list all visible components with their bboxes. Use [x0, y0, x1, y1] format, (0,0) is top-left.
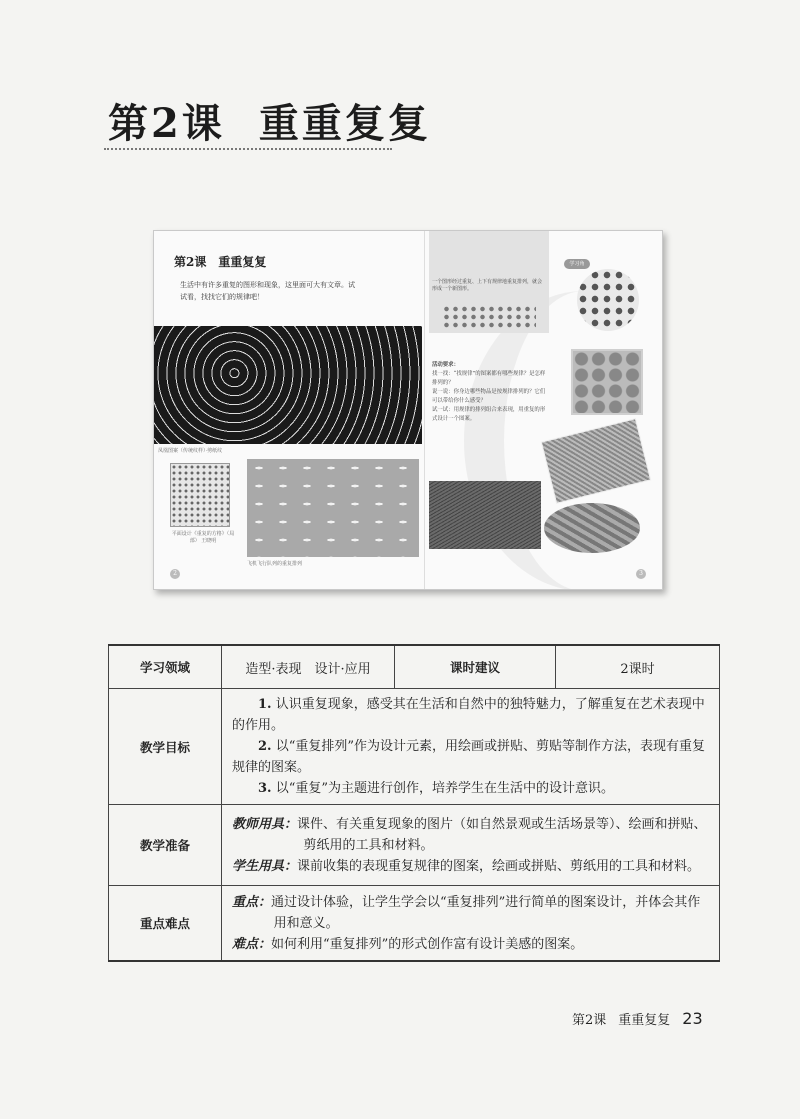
- goal-number: 3.: [258, 781, 272, 796]
- class-hours-value: 2课时: [556, 645, 720, 689]
- spread-intro-text: 生活中有许多重复的图形和现象，这里面可大有文章。试试看，找找它们的规律吧！: [180, 281, 355, 301]
- paperclips-image: [429, 481, 541, 549]
- checkers-image: [571, 349, 643, 415]
- teacher-tools-tag: 教师用具：: [232, 816, 298, 832]
- tulip-pattern-image: [577, 269, 639, 331]
- teaching-goals-content: [222, 689, 720, 805]
- table-row: [109, 689, 720, 805]
- page-footer: [572, 1009, 703, 1028]
- spread-page-left: 2: [170, 569, 180, 579]
- key-points-content: [222, 886, 720, 962]
- page-number: 23: [682, 1009, 703, 1028]
- label-learning-area: 学习领域: [109, 645, 222, 689]
- focus-text: 通过设计体验，让学生学会以“重复排列”进行简单的图案设计，并体会其作用和意义。: [271, 894, 701, 931]
- pattern-caption: 凤凰图案（传统纹样）·剪纸纹: [158, 448, 223, 454]
- spread-page-right: 3: [636, 569, 646, 579]
- oval-mosaic-image: [544, 503, 640, 553]
- label-teaching-goals: 教学目标: [109, 689, 222, 805]
- difficulty-tag: 难点：: [232, 936, 272, 952]
- spread-title-number: 第2课: [174, 255, 207, 269]
- lesson-number: 第2课: [108, 100, 225, 147]
- footer-lesson-name: 重重复复: [618, 1013, 671, 1028]
- table-row: [109, 645, 720, 689]
- table-row: [109, 886, 720, 962]
- activity-requirements: [432, 361, 550, 424]
- goal-number: 1.: [258, 697, 272, 712]
- difficulty-point: [232, 934, 709, 955]
- goal-item: [232, 694, 709, 736]
- label-class-hours: 课时建议: [395, 645, 556, 689]
- spread-gutter: [424, 231, 425, 589]
- spread-title: [174, 253, 266, 270]
- goal-text: 以“重复排列”作为设计元素，用绘画或拼贴、剪贴等制作方法，表现有重复规律的图案。: [232, 739, 706, 775]
- student-tools-text: 课前收集的表现重复规律的图案，绘画或拼贴、剪纸用的工具和材料。: [297, 858, 701, 874]
- grid-caption: 平面设计《重复的方格》（局部） 王晓明: [171, 531, 235, 544]
- teacher-tools-text: 课件、有关重复现象的图片（如自然景观或生活场景等）、绘画和拼贴、剪纸用的工具和材料。: [297, 816, 707, 853]
- focus-point: [232, 892, 709, 934]
- activity-line: 说一说：你身边哪些物品是按规律排列的？它们可以带给你什么感受？: [432, 389, 546, 404]
- student-tools: [232, 856, 709, 877]
- title-underline: [104, 148, 392, 150]
- phoenix-pattern-image: [154, 326, 422, 444]
- student-tools-tag: 学生用具：: [232, 858, 298, 874]
- table-row: [109, 805, 720, 886]
- lesson-name: 重重复复: [258, 100, 431, 147]
- page-title: [108, 92, 431, 149]
- activity-head: 活动要求：: [432, 362, 459, 368]
- study-corner-badge: 学习角: [564, 259, 590, 269]
- goal-text: 以“重复”为主题进行创作，培养学生在生活中的设计意识。: [275, 781, 615, 796]
- butterfly-pattern-image: [442, 305, 536, 329]
- planes-caption: 飞机飞行队列的重复排列: [247, 561, 303, 567]
- goal-item: [232, 778, 709, 799]
- footer-lesson-number: 第2课: [572, 1013, 607, 1028]
- focus-tag: 重点：: [232, 894, 272, 910]
- grid-artwork-image: [170, 463, 230, 527]
- activity-line: 试一试：用规律的排列组合来表现，用重复的形式设计一个图案。: [432, 407, 546, 422]
- learning-area-value: 造型·表现 设计·应用: [222, 645, 395, 689]
- spread-title-name: 重重复复: [218, 255, 267, 269]
- teacher-tools: [232, 814, 709, 856]
- goal-item: [232, 736, 709, 778]
- difficulty-text: 如何利用“重复排列”的形式创作富有设计美感的图案。: [271, 936, 584, 952]
- label-teaching-prep: 教学准备: [109, 805, 222, 886]
- goal-text: 认识重复现象，感受其在生活和自然中的独特魅力，了解重复在艺术表现中的作用。: [232, 697, 705, 733]
- goal-number: 2.: [258, 739, 272, 754]
- lesson-plan-table: [108, 644, 720, 962]
- teaching-prep-content: [222, 805, 720, 886]
- activity-line: 找一找：“找规律”的图案都有哪些规律？是怎样排列的？: [432, 371, 546, 386]
- label-key-points: 重点难点: [109, 886, 222, 962]
- butterfly-panel-text: 一个图形经过重复、上下有规律地重复排列，就会形成一个新图形。: [432, 279, 543, 292]
- textbook-spread-image: [153, 230, 663, 590]
- planes-formation-image: [247, 459, 419, 557]
